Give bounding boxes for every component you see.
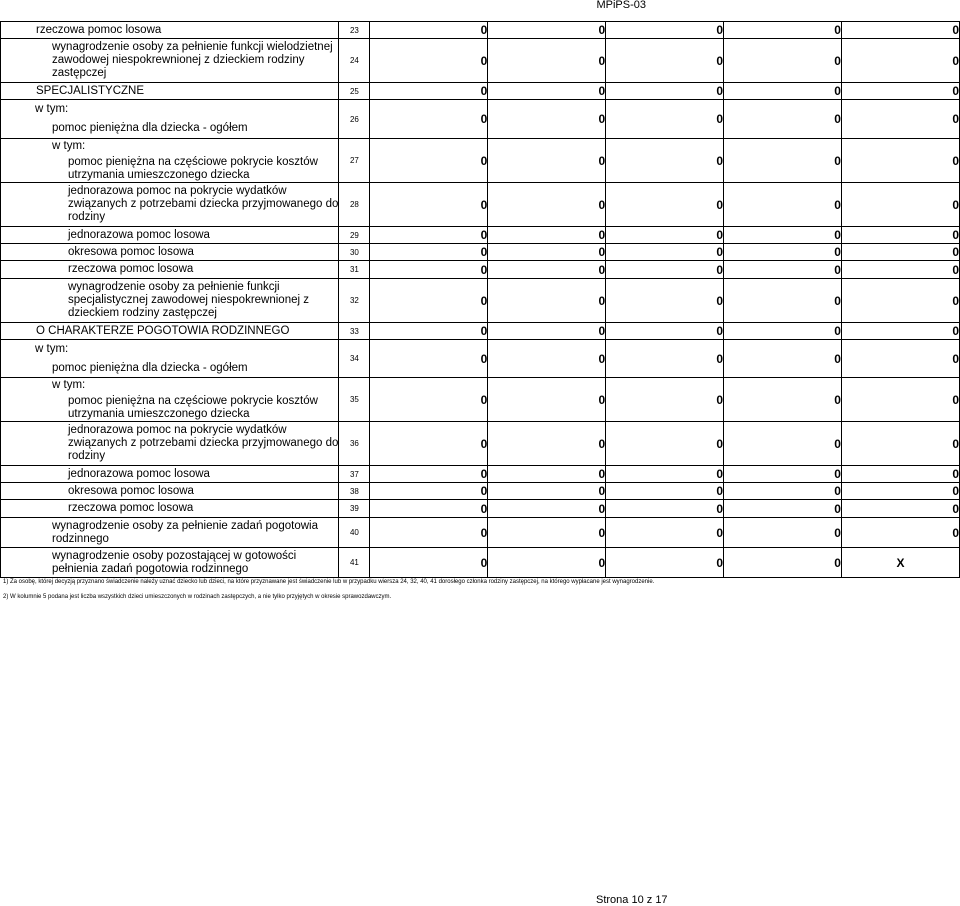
- value-cell: 0: [724, 139, 842, 183]
- value-cell: 0: [606, 340, 724, 378]
- value-cell: 0: [370, 83, 488, 100]
- table-row: [1, 466, 960, 483]
- footnote: 2) W kolumnie 5 podana jest liczba wszystkich dzieci umieszczonych w rodzinach zastępczych, a nie tylko przyjętych w okresie sprawozdawczym.: [3, 594, 392, 600]
- value-cell: 0: [724, 500, 842, 518]
- value-cell: 0: [488, 39, 606, 83]
- table-row: [1, 548, 960, 578]
- value-cell: 0: [724, 83, 842, 100]
- value-cell: 0: [841, 139, 959, 183]
- row-number: 35: [339, 378, 370, 422]
- row-number: 30: [339, 244, 370, 261]
- value-cell: 0: [488, 100, 606, 139]
- value-cell: 0: [488, 183, 606, 227]
- row-label: w tym: pomoc pieniężna dla dziecka - ogółem: [1, 340, 339, 378]
- value-cell: 0: [724, 22, 842, 39]
- row-label: SPECJALISTYCZNE: [1, 83, 339, 100]
- row-label: w tym: pomoc pieniężna na częściowe pokrycie kosztów utrzymania umieszczonego dziecka: [1, 139, 339, 183]
- table-row: [1, 244, 960, 261]
- value-cell: X: [841, 548, 959, 578]
- row-number: 25: [339, 83, 370, 100]
- value-cell: 0: [370, 548, 488, 578]
- value-cell: 0: [841, 378, 959, 422]
- value-cell: 0: [841, 483, 959, 500]
- row-label: wynagrodzenie osoby za pełnienie funkcji specjalistycznej zawodowej niespokrewnionej z dzieckiem rodziny zastępczej: [1, 279, 339, 323]
- row-label: rzeczowa pomoc losowa: [1, 22, 339, 39]
- row-number: 23: [339, 22, 370, 39]
- table-row: [1, 139, 960, 183]
- value-cell: 0: [606, 378, 724, 422]
- data-table: [0, 21, 960, 578]
- value-cell: 0: [606, 279, 724, 323]
- value-cell: 0: [370, 340, 488, 378]
- table-row: [1, 183, 960, 227]
- value-cell: 0: [841, 100, 959, 139]
- value-cell: 0: [724, 378, 842, 422]
- value-cell: 0: [606, 227, 724, 244]
- value-cell: 0: [370, 422, 488, 466]
- value-cell: 0: [606, 83, 724, 100]
- table-row: [1, 518, 960, 548]
- value-cell: 0: [370, 139, 488, 183]
- value-cell: 0: [370, 22, 488, 39]
- value-cell: 0: [606, 261, 724, 279]
- row-number: 24: [339, 39, 370, 83]
- row-label: okresowa pomoc losowa: [1, 244, 339, 261]
- row-number: 41: [339, 548, 370, 578]
- value-cell: 0: [841, 500, 959, 518]
- value-cell: 0: [606, 466, 724, 483]
- table-row: [1, 227, 960, 244]
- table-row: [1, 83, 960, 100]
- row-label: wynagrodzenie osoby za pełnienie funkcji wielodzietnej zawodowej niespokrewnionej z dzieckiem rodziny zastępczej: [1, 39, 339, 83]
- row-label: jednorazowa pomoc losowa: [1, 227, 339, 244]
- value-cell: 0: [724, 244, 842, 261]
- value-cell: 0: [841, 518, 959, 548]
- value-cell: 0: [724, 483, 842, 500]
- table-row: [1, 39, 960, 83]
- value-cell: 0: [606, 422, 724, 466]
- table-row: [1, 100, 960, 139]
- value-cell: 0: [841, 422, 959, 466]
- row-label: w tym: pomoc pieniężna dla dziecka - ogółem: [1, 100, 339, 139]
- value-cell: 0: [488, 279, 606, 323]
- value-cell: 0: [724, 39, 842, 83]
- value-cell: 0: [370, 500, 488, 518]
- value-cell: 0: [841, 39, 959, 83]
- value-cell: 0: [488, 22, 606, 39]
- row-label: wynagrodzenie osoby za pełnienie zadań pogotowia rodzinnego: [1, 518, 339, 548]
- row-number: 36: [339, 422, 370, 466]
- value-cell: 0: [841, 83, 959, 100]
- value-cell: 0: [724, 261, 842, 279]
- value-cell: 0: [841, 323, 959, 340]
- value-cell: 0: [606, 483, 724, 500]
- value-cell: 0: [488, 466, 606, 483]
- table-row: [1, 422, 960, 466]
- row-number: 37: [339, 466, 370, 483]
- table-row: [1, 261, 960, 279]
- value-cell: 0: [841, 227, 959, 244]
- value-cell: 0: [606, 22, 724, 39]
- value-cell: 0: [488, 340, 606, 378]
- table-row: [1, 340, 960, 378]
- value-cell: 0: [606, 39, 724, 83]
- value-cell: 0: [724, 422, 842, 466]
- value-cell: 0: [488, 548, 606, 578]
- value-cell: 0: [724, 100, 842, 139]
- value-cell: 0: [606, 100, 724, 139]
- value-cell: 0: [606, 244, 724, 261]
- table-row: [1, 279, 960, 323]
- value-cell: 0: [370, 466, 488, 483]
- row-label: rzeczowa pomoc losowa: [1, 261, 339, 279]
- value-cell: 0: [724, 466, 842, 483]
- value-cell: 0: [841, 22, 959, 39]
- value-cell: 0: [488, 378, 606, 422]
- value-cell: 0: [724, 518, 842, 548]
- footnote: 1) Za osobę, której decyzją przyznano świadczenie należy uznać dziecko lub dzieci, na które przyznawane jest świadczenie lub w przypadku wiersza 24, 32, 40, 41 dorosłego członka rodziny zastępczej, na którego wypłacane jest wynagrodzenie.: [3, 579, 655, 585]
- row-label: wynagrodzenie osoby pozostającej w gotowości pełnienia zadań pogotowia rodzinnego: [1, 548, 339, 578]
- row-number: 27: [339, 139, 370, 183]
- page-number: Strona 10 z 17: [596, 894, 668, 906]
- value-cell: 0: [370, 261, 488, 279]
- row-label: w tym: pomoc pieniężna na częściowe pokrycie kosztów utrzymania umieszczonego dziecka: [1, 378, 339, 422]
- value-cell: 0: [370, 227, 488, 244]
- value-cell: 0: [841, 183, 959, 227]
- value-cell: 0: [841, 261, 959, 279]
- value-cell: 0: [724, 340, 842, 378]
- value-cell: 0: [724, 323, 842, 340]
- row-number: 40: [339, 518, 370, 548]
- value-cell: 0: [488, 139, 606, 183]
- value-cell: 0: [488, 500, 606, 518]
- row-number: 32: [339, 279, 370, 323]
- value-cell: 0: [488, 422, 606, 466]
- value-cell: 0: [606, 500, 724, 518]
- row-label: okresowa pomoc losowa: [1, 483, 339, 500]
- value-cell: 0: [488, 483, 606, 500]
- value-cell: 0: [606, 139, 724, 183]
- value-cell: 0: [488, 244, 606, 261]
- table-row: [1, 378, 960, 422]
- value-cell: 0: [370, 39, 488, 83]
- row-label: rzeczowa pomoc losowa: [1, 500, 339, 518]
- value-cell: 0: [370, 183, 488, 227]
- row-label: jednorazowa pomoc na pokrycie wydatków związanych z potrzebami dziecka przyjmowanego do rodziny: [1, 422, 339, 466]
- row-number: 38: [339, 483, 370, 500]
- value-cell: 0: [488, 227, 606, 244]
- row-number: 26: [339, 100, 370, 139]
- row-label: jednorazowa pomoc losowa: [1, 466, 339, 483]
- value-cell: 0: [370, 279, 488, 323]
- value-cell: 0: [841, 466, 959, 483]
- table-row: [1, 500, 960, 518]
- row-label: jednorazowa pomoc na pokrycie wydatków związanych z potrzebami dziecka przyjmowanego do rodziny: [1, 183, 339, 227]
- value-cell: 0: [606, 518, 724, 548]
- value-cell: 0: [606, 183, 724, 227]
- value-cell: 0: [724, 227, 842, 244]
- row-number: 28: [339, 183, 370, 227]
- value-cell: 0: [724, 183, 842, 227]
- value-cell: 0: [724, 548, 842, 578]
- value-cell: 0: [488, 261, 606, 279]
- value-cell: 0: [724, 279, 842, 323]
- row-label: O CHARAKTERZE POGOTOWIA RODZINNEGO: [1, 323, 339, 340]
- value-cell: 0: [841, 244, 959, 261]
- value-cell: 0: [370, 323, 488, 340]
- row-number: 33: [339, 323, 370, 340]
- value-cell: 0: [606, 323, 724, 340]
- value-cell: 0: [841, 279, 959, 323]
- value-cell: 0: [370, 378, 488, 422]
- form-code: MPiPS-03: [596, 0, 646, 11]
- value-cell: 0: [841, 340, 959, 378]
- value-cell: 0: [370, 244, 488, 261]
- value-cell: 0: [370, 100, 488, 139]
- table-row: [1, 22, 960, 39]
- value-cell: 0: [370, 518, 488, 548]
- value-cell: 0: [488, 518, 606, 548]
- value-cell: 0: [488, 83, 606, 100]
- table-row: [1, 483, 960, 500]
- row-number: 39: [339, 500, 370, 518]
- value-cell: 0: [488, 323, 606, 340]
- row-number: 31: [339, 261, 370, 279]
- row-number: 29: [339, 227, 370, 244]
- row-number: 34: [339, 340, 370, 378]
- value-cell: 0: [370, 483, 488, 500]
- value-cell: 0: [606, 548, 724, 578]
- table-row: [1, 323, 960, 340]
